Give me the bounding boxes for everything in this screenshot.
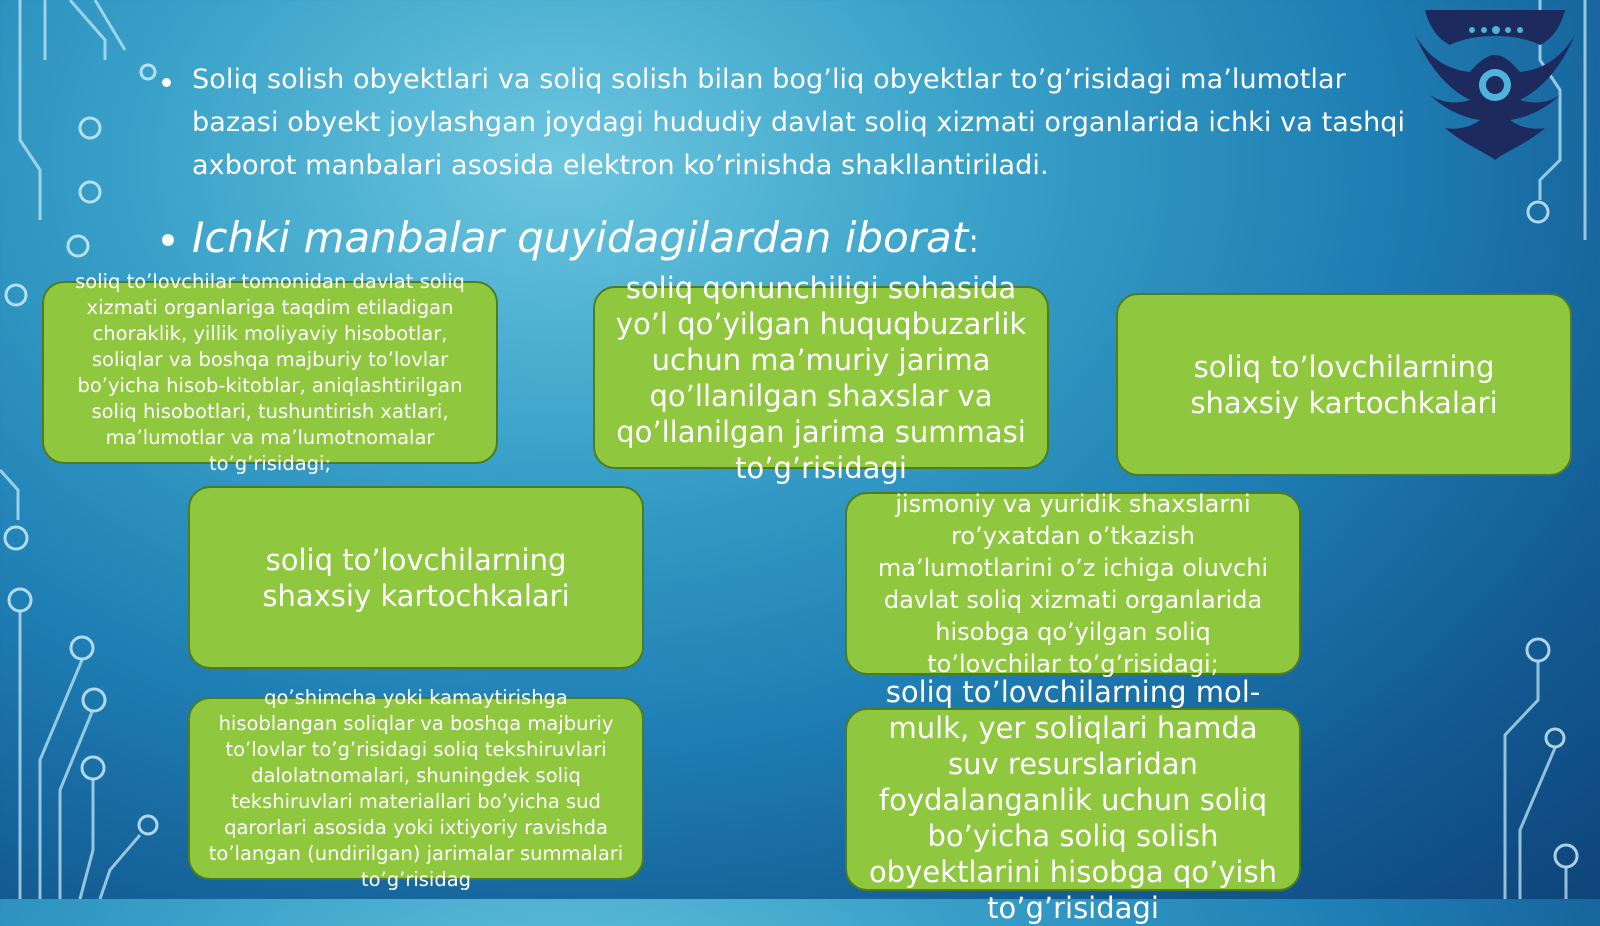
bullet-dot: [162, 78, 171, 87]
source-card-text: soliq to’lovchilarning shaxsiy kartochkalari: [262, 542, 570, 613]
source-card-6: [188, 685, 644, 891]
source-card-text: soliq to’lovchilarning mol-mulk, yer soliqlari hamda suv resurslaridan foydalanganlik uchun soliq bo’yicha soliq solish obyektlarini hisobga qo’yish to’g’risidagi: [869, 674, 1277, 925]
source-card-text: jismoniy va yuridik shaxslarni ro’yxatdan o’tkazish ma’lumotlarini o’z ichiga oluvchi davlat soliq xizmati organlarida hisobga qo’yilgan soliq to’lovchilar to’g’risidagi;: [877, 489, 1269, 678]
source-card-7: [845, 674, 1301, 925]
source-card-2: [593, 270, 1049, 485]
intro-bullet: [162, 58, 1422, 187]
source-card-text: soliq qonunchiligi sohasida yo’l qo’yilgan huquqbuzarlik uchun ma’muriy jarima qo’llanilgan shaxslar va qo’llanilgan jarima summasi to’g’risidagi: [615, 270, 1027, 485]
eagle-logo-icon: [1410, 10, 1580, 160]
bullet-dot: [162, 234, 174, 246]
section-heading: [192, 210, 1062, 269]
intro-text: Soliq solish obyektlari va soliq solish bilan bog’liq obyektlar to’g’risidagi ma’lumotlar bazasi obyekt joylashgan joydagi hududiy davlat soliq xizmati organlarida ichki va tashqi axborot manbalari asosida elektron ko’rinishda shakllantiriladi.: [192, 64, 1406, 181]
source-card-3: [1116, 293, 1572, 476]
section-heading-colon: :: [968, 222, 979, 260]
source-card-text: qo’shimcha yoki kamaytirishga hisoblangan soliqlar va boshqa majburiy to’lovlar to’g’risidagi soliq tekshiruvlari dalolatnomalari, shuningdek soliq tekshiruvlari materiallari bo’yicha sud qarorlari asosida yoki ixtiyoriy ravishda to’langan (undirilgan) jarimalar summalari to’g’risidag: [208, 685, 624, 891]
section-heading-text: Ichki manbalar quyidagilardan iborat: [192, 213, 969, 262]
source-card-5: [845, 489, 1301, 678]
section-heading-bullet: [162, 210, 1062, 269]
source-card-text: soliq to’lovchilarning shaxsiy kartochkalari: [1190, 349, 1498, 420]
source-card-1: [42, 269, 498, 475]
source-card-4: [188, 486, 644, 669]
source-card-text: soliq to’lovchilar tomonidan davlat soliq xizmati organlariga taqdim etiladigan choraklik, yillik moliyaviy hisobotlar, soliqlar va boshqa majburiy to’lovlar bo’yicha hisob-kitoblar, aniqlashtirilgan soliq hisobotlari, tushuntirish xatlari, ma’lumotlar va ma’lumotnomalar to’g’risidagi;: [75, 269, 465, 475]
